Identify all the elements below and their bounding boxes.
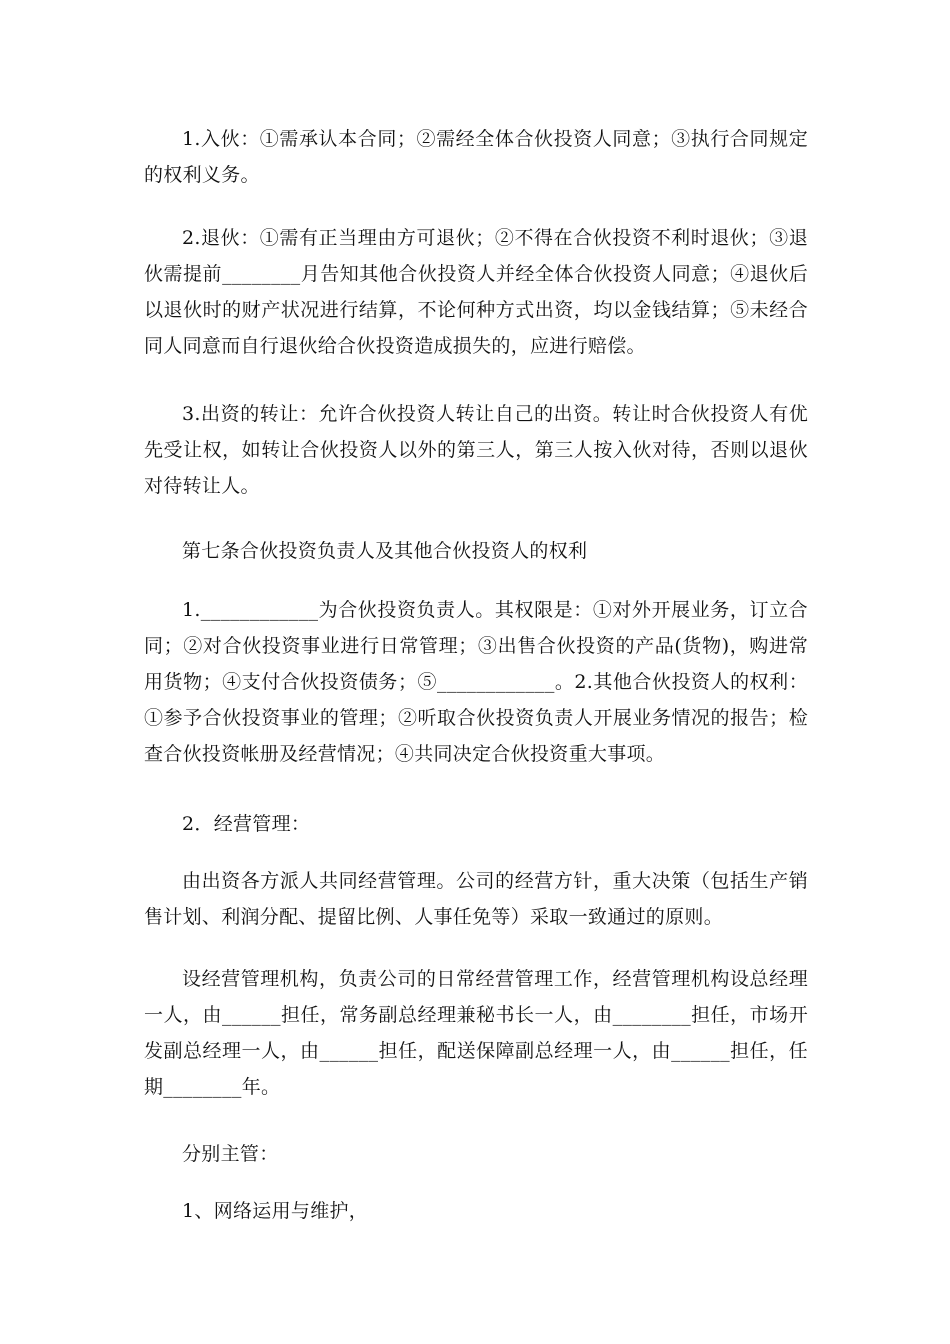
paragraph-text: 1、网络运用与维护， <box>182 1200 369 1222</box>
paragraph-text: 2．经营管理： <box>182 813 311 835</box>
paragraph-admission <box>144 121 808 193</box>
paragraph-text: 分别主管： <box>182 1143 279 1165</box>
paragraph-text: 第七条合伙投资负责人及其他合伙投资人的权利 <box>182 540 588 562</box>
paragraph-text: 设经营管理机构，负责公司的日常经营管理工作，经营管理机构设总经理一人，由______担任，常务副总经理兼秘书长一人，由________担任，市场开发副总经理一人，由______担任，配送保障副总经理一人，由______担任，任期________年。 <box>144 968 808 1098</box>
paragraph-capital-transfer <box>144 396 808 504</box>
paragraph-joint-management <box>144 863 808 935</box>
paragraph-management-heading <box>144 806 808 842</box>
paragraph-text: 1.____________为合伙投资负责人。其权限是：①对外开展业务，订立合同；②对合伙投资事业进行日常管理；③出售合伙投资的产品(货物)，购进常用货物；④支付合伙投资债务；⑤____________。2.其他合伙投资人的权利：①参予合伙投资事业的管理；②听取合伙投资负责人开展业务情况的报告；检查合伙投资帐册及经营情况；④共同决定合伙投资重大事项。 <box>144 599 808 765</box>
paragraph-supervision-heading <box>144 1136 808 1172</box>
paragraph-withdrawal <box>144 220 808 364</box>
paragraph-text: 1.入伙：①需承认本合同；②需经全体合伙投资人同意；③执行合同规定的权利义务。 <box>144 128 808 186</box>
paragraph-management-structure <box>144 961 808 1105</box>
paragraph-partner-rights <box>144 592 808 772</box>
paragraph-text: 2.退伙：①需有正当理由方可退伙；②不得在合伙投资不利时退伙；③退伙需提前________月告知其他合伙投资人并经全体合伙投资人同意；④退伙后以退伙时的财产状况进行结算，不论何种方式出资，均以金钱结算；⑤未经合同人同意而自行退伙给合伙投资造成损失的，应进行赔偿。 <box>144 227 808 357</box>
list-item-network <box>144 1193 808 1229</box>
article-seven-heading <box>144 533 808 569</box>
paragraph-text: 3.出资的转让：允许合伙投资人转让自己的出资。转让时合伙投资人有优先受让权，如转让合伙投资人以外的第三人，第三人按入伙对待，否则以退伙对待转让人。 <box>144 403 808 497</box>
paragraph-text: 由出资各方派人共同经营管理。公司的经营方针，重大决策（包括生产销售计划、利润分配、提留比例、人事任免等）采取一致通过的原则。 <box>144 870 808 928</box>
